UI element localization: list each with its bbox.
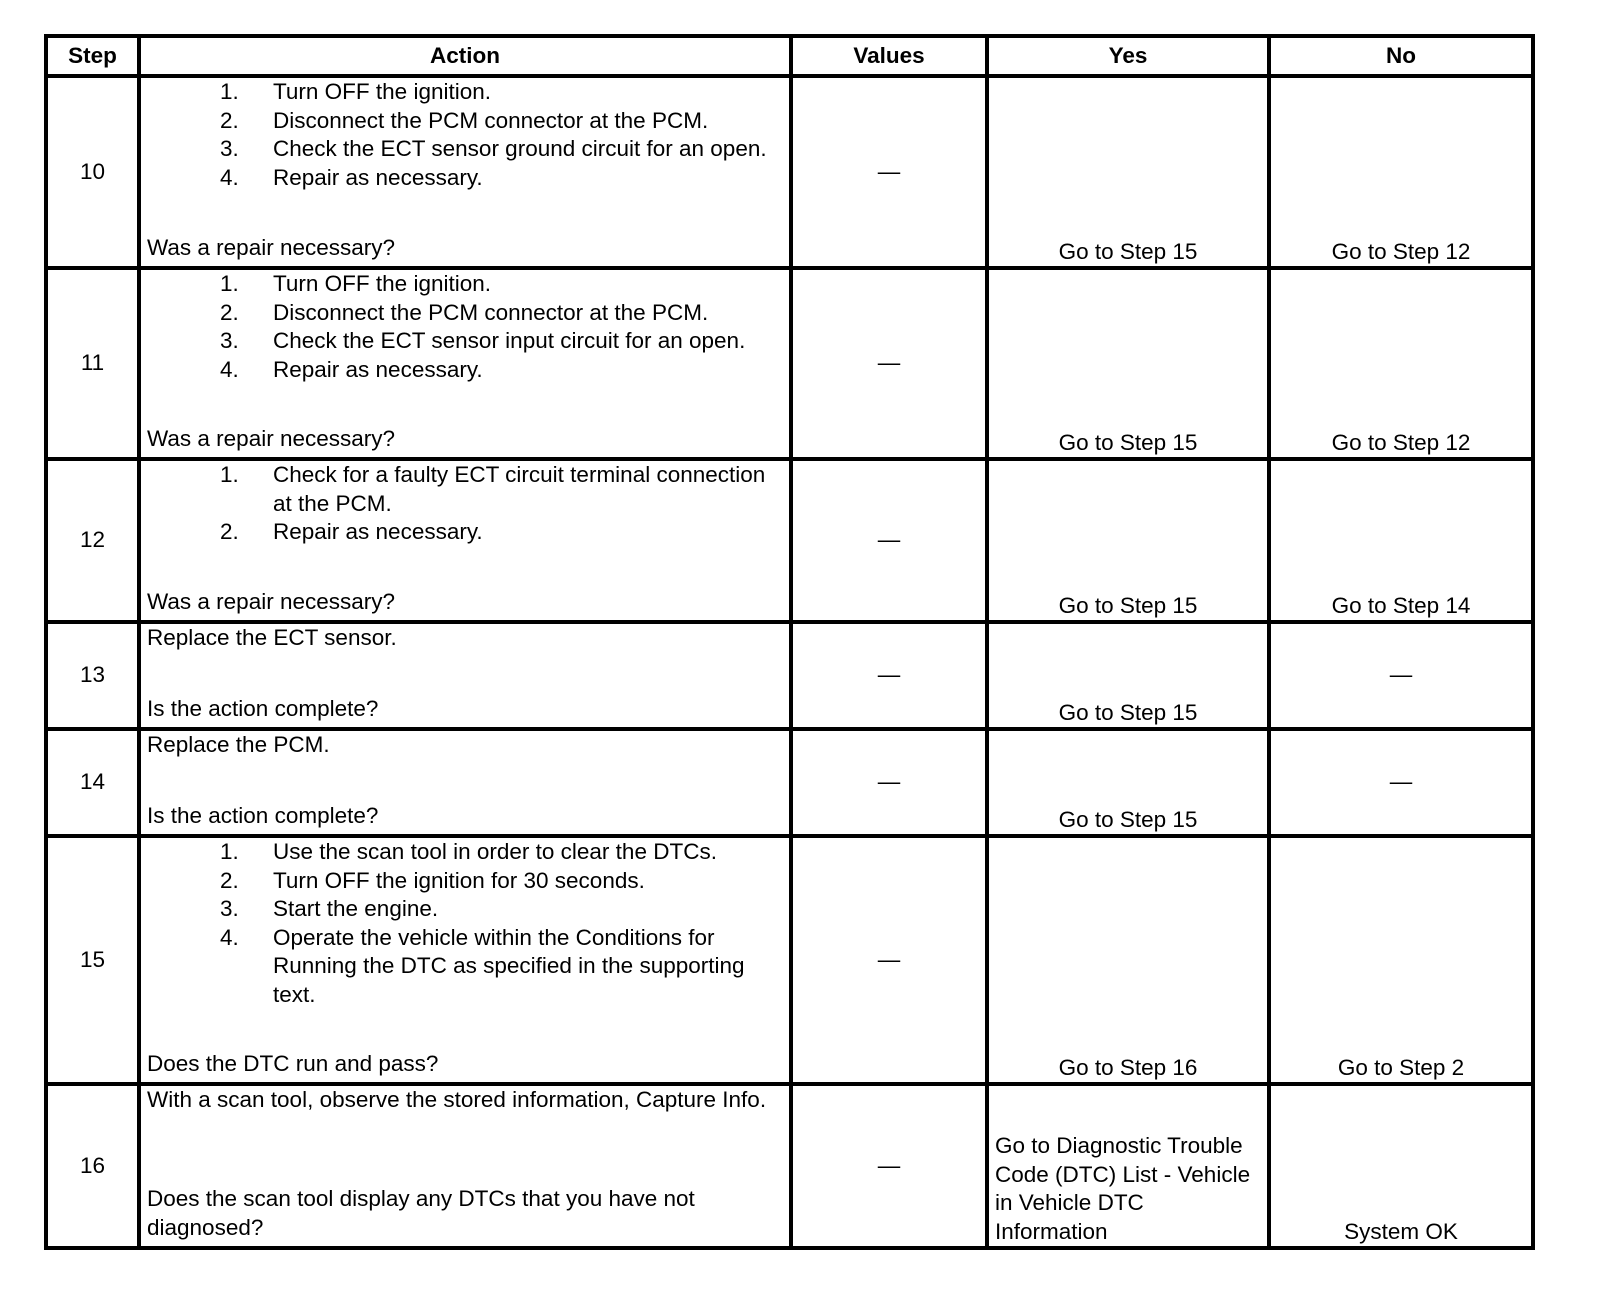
step-number: 12 [46, 459, 139, 622]
header-yes: Yes [987, 36, 1269, 76]
no-cell: Go to Step 14 [1269, 459, 1533, 622]
no-cell: Go to Step 2 [1269, 836, 1533, 1084]
no-cell: — [1269, 622, 1533, 729]
action-step: 2. Repair as necessary. [245, 518, 783, 547]
action-cell [139, 268, 791, 459]
action-step: 1. Check for a faulty ECT circuit terminal connection at the PCM. [245, 461, 783, 518]
table-row [46, 836, 1533, 1084]
action-question: Does the DTC run and pass? [147, 1050, 439, 1076]
yes-cell: Go to Step 15 [987, 622, 1269, 729]
step-number: 16 [46, 1084, 139, 1248]
yes-cell: Go to Step 15 [987, 729, 1269, 836]
action-steps [147, 461, 783, 547]
action-text: With a scan tool, observe the stored information, Capture Info. [147, 1087, 767, 1112]
table-row [46, 268, 1533, 459]
step-number: 13 [46, 622, 139, 729]
yes-cell: Go to Step 16 [987, 836, 1269, 1084]
header-values: Values [791, 36, 987, 76]
action-cell [139, 76, 791, 268]
action-cell [139, 729, 791, 836]
action-step: 2. Turn OFF the ignition for 30 seconds. [245, 867, 783, 896]
action-cell [139, 1084, 791, 1248]
action-step: 1. Turn OFF the ignition. [245, 270, 783, 299]
step-number: 15 [46, 836, 139, 1084]
action-question: Does the scan tool display any DTCs that you have not diagnosed? [147, 1186, 695, 1240]
action-step: 3. Check the ECT sensor input circuit for an open. [245, 327, 783, 356]
yes-cell: Go to Step 15 [987, 459, 1269, 622]
diagnostic-table [44, 34, 1535, 1250]
action-step: 3. Start the engine. [245, 895, 783, 924]
values-cell: — [791, 622, 987, 729]
table-row [46, 622, 1533, 729]
yes-cell: Go to Step 15 [987, 268, 1269, 459]
no-cell: Go to Step 12 [1269, 76, 1533, 268]
table-row [46, 729, 1533, 836]
action-question: Is the action complete? [147, 695, 379, 721]
values-cell: — [791, 1084, 987, 1248]
values-cell: — [791, 268, 987, 459]
action-step: 1. Turn OFF the ignition. [245, 78, 783, 107]
action-text: Replace the PCM. [147, 732, 330, 757]
action-text: Replace the ECT sensor. [147, 625, 397, 650]
action-steps [147, 838, 783, 1009]
yes-cell: Go to Step 15 [987, 76, 1269, 268]
action-step: 3. Check the ECT sensor ground circuit for an open. [245, 135, 783, 164]
action-cell [139, 622, 791, 729]
action-question: Was a repair necessary? [147, 425, 396, 451]
no-cell: — [1269, 729, 1533, 836]
header-step: Step [46, 36, 139, 76]
step-number: 11 [46, 268, 139, 459]
values-cell: — [791, 459, 987, 622]
action-step: 4. Repair as necessary. [245, 356, 783, 385]
action-step: 2. Disconnect the PCM connector at the PCM. [245, 107, 783, 136]
no-cell: Go to Step 12 [1269, 268, 1533, 459]
step-number: 14 [46, 729, 139, 836]
table-row [46, 1084, 1533, 1248]
no-cell: System OK [1269, 1084, 1533, 1248]
values-cell: — [791, 729, 987, 836]
action-steps [147, 78, 783, 192]
action-question: Was a repair necessary? [147, 588, 396, 614]
action-step: 1. Use the scan tool in order to clear the DTCs. [245, 838, 783, 867]
values-cell: — [791, 836, 987, 1084]
yes-cell: Go to Diagnostic Trouble Code (DTC) List - Vehicle in Vehicle DTC Information [987, 1084, 1269, 1248]
action-step: 2. Disconnect the PCM connector at the PCM. [245, 299, 783, 328]
action-steps [147, 270, 783, 384]
table-row [46, 459, 1533, 622]
action-step: 4. Repair as necessary. [245, 164, 783, 193]
header-action: Action [139, 36, 791, 76]
values-cell: — [791, 76, 987, 268]
header-no: No [1269, 36, 1533, 76]
action-step: 4. Operate the vehicle within the Conditions for Running the DTC as specified in the supporting text. [245, 924, 783, 1010]
table-row [46, 76, 1533, 268]
action-question: Is the action complete? [147, 802, 379, 828]
header-row [46, 36, 1533, 76]
action-question: Was a repair necessary? [147, 234, 396, 260]
action-cell [139, 836, 791, 1084]
step-number: 10 [46, 76, 139, 268]
action-cell [139, 459, 791, 622]
